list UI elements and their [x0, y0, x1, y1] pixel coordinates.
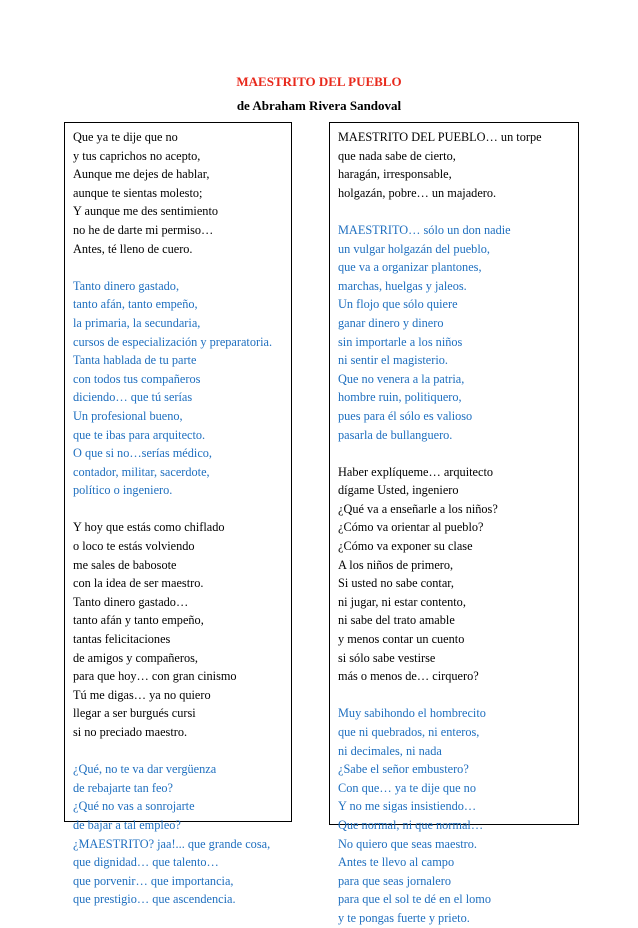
verse-line: Tanta hablada de tu parte	[73, 353, 197, 368]
verse-line: pues para él sólo es valioso	[338, 408, 473, 423]
verse-line: Muy sabihondo el hombrecito	[338, 706, 486, 721]
stanza	[330, 221, 578, 444]
verse-line: que ni quebrados, ni enteros,	[338, 725, 480, 739]
verse-line: más o menos de… cirquero?	[338, 669, 479, 684]
verse-line: Tanto dinero gastado,	[73, 278, 180, 293]
verse-line: Que ya te dije que no	[73, 130, 178, 144]
verse-line: dígame Usted, ingeniero	[338, 483, 459, 498]
verse-line: ¿MAESTRITO? jaa!... que grande cosa,	[73, 836, 271, 851]
verse-line: Antes, té lleno de cuero.	[73, 241, 193, 256]
verse-line: político o ingeniero.	[73, 483, 173, 498]
verse-line: pasarla de bullanguero.	[338, 427, 453, 442]
verse-line: tanto afán, tanto empeño,	[73, 297, 198, 312]
verse-line: que dignidad… que talento…	[73, 855, 219, 870]
stanza	[65, 277, 291, 500]
verse-line: haragán, irresponsable,	[338, 167, 452, 182]
verse-line: si sólo sabe vestirse	[338, 650, 436, 665]
verse-line: con la idea de ser maestro.	[73, 576, 204, 591]
verse-line: Que no venera a la patria,	[338, 371, 465, 386]
verse-line: ¿Sabe el señor embustero?	[338, 762, 469, 777]
verse-line: que te ibas para arquitecto.	[73, 427, 206, 442]
verse-line: llegar a ser burgués cursi	[73, 706, 196, 721]
verse-line: Y no me sigas insistiendo…	[338, 799, 477, 814]
stanza	[65, 128, 291, 258]
verse-line: si no preciado maestro.	[73, 725, 188, 739]
verse-line: marchas, huelgas y jaleos.	[338, 278, 467, 293]
verse-line: ni sentir el magisterio.	[338, 353, 448, 368]
verse-line: ¿Cómo va orientar al pueblo?	[338, 520, 484, 535]
verse-line: para que hoy… con gran cinismo	[73, 669, 237, 684]
verse-line: contador, militar, sacerdote,	[73, 464, 210, 479]
verse-line: No quiero que seas maestro.	[338, 836, 477, 851]
verse-line: para que el sol te dé en el lomo	[338, 892, 491, 907]
left-column-box	[64, 122, 292, 907]
verse-line: me sales de babosote	[73, 557, 177, 572]
poem-title: MAESTRITO DEL PUEBLO	[236, 74, 402, 89]
verse-line: que va a organizar plantones,	[338, 260, 482, 275]
verse-line: MAESTRITO DEL PUEBLO… un torpe	[338, 130, 542, 144]
verse-line: para que seas jornalero	[338, 873, 452, 888]
right-column-box	[329, 122, 579, 925]
verse-line: MAESTRITO… sólo un don nadie	[338, 222, 511, 237]
verse-line: Y hoy que estás como chiflado	[73, 520, 225, 535]
verse-line: tanto afán y tanto empeño,	[73, 613, 204, 628]
verse-line: de bajar a tal empleo?	[73, 817, 181, 832]
verse-line: un vulgar holgazán del pueblo,	[338, 241, 490, 256]
verse-line: Que normal, ni que normal…	[338, 817, 484, 832]
verse-line: que porvenir… que importancia,	[73, 873, 234, 888]
verse-line: Tú me digas… ya no quiero	[73, 687, 211, 702]
verse-line: con todos tus compañeros	[73, 371, 201, 386]
verse-line: que nada sabe de cierto,	[338, 148, 456, 163]
poem-author: de Abraham Rivera Sandoval	[236, 98, 402, 113]
verse-line: y menos contar un cuento	[338, 632, 465, 647]
verse-line: de rebajarte tan feo?	[73, 780, 174, 795]
verse-line: hombre ruin, politiquero,	[338, 390, 462, 405]
verse-line: Antes te llevo al campo	[338, 855, 455, 870]
verse-line: A los niños de primero,	[338, 557, 454, 572]
verse-line: tantas felicitaciones	[73, 632, 171, 647]
verse-line: que prestigio… que ascendencia.	[73, 892, 236, 907]
verse-line: la primaria, la secundaria,	[73, 315, 201, 330]
verse-line: y tus caprichos no acepto,	[73, 148, 201, 163]
verse-line: ni decimales, ni nada	[338, 743, 442, 758]
stanza	[330, 128, 578, 202]
stanza	[65, 518, 291, 741]
stanza	[65, 760, 291, 909]
verse-line: Si usted no sabe contar,	[338, 576, 454, 591]
verse-line: Haber explíqueme… arquitecto	[338, 464, 494, 479]
verse-line: o loco te estás volviendo	[73, 539, 195, 554]
verse-line: diciendo… que tú serías	[73, 390, 193, 405]
verse-line: ¿Qué no vas a sonrojarte	[73, 799, 195, 814]
verse-line: no he de darte mi permiso…	[73, 222, 214, 237]
verse-line: ni sabe del trato amable	[338, 613, 455, 628]
verse-line: de amigos y compañeros,	[73, 650, 198, 665]
verse-line: Tanto dinero gastado…	[73, 594, 189, 609]
verse-line: Y aunque me des sentimiento	[73, 204, 219, 219]
verse-line: ¿Cómo va exponer su clase	[338, 539, 473, 554]
verse-line: aunque te sientas molesto;	[73, 185, 203, 200]
verse-line: holgazán, pobre… un majadero.	[338, 185, 497, 200]
verse-line: ¿Qué, no te va dar vergüenza	[73, 762, 217, 777]
verse-line: Aunque me dejes de hablar,	[73, 167, 210, 182]
verse-line: Un flojo que sólo quiere	[338, 297, 458, 312]
verse-line: Un profesional bueno,	[73, 408, 183, 423]
verse-line: sin importarle a los niños	[338, 334, 463, 349]
verse-line: cursos de especialización y preparatoria.	[73, 334, 273, 349]
verse-line: O que si no…serías médico,	[73, 446, 212, 461]
verse-line: ni jugar, ni estar contento,	[338, 594, 466, 609]
verse-line: ¿Qué va a enseñarle a los niños?	[338, 501, 498, 516]
stanza	[330, 463, 578, 686]
verse-line: y te pongas fuerte y prieto.	[338, 910, 470, 925]
verse-line: Con que… ya te dije que no	[338, 780, 476, 795]
stanza	[330, 704, 578, 927]
verse-line: ganar dinero y dinero	[338, 315, 444, 330]
